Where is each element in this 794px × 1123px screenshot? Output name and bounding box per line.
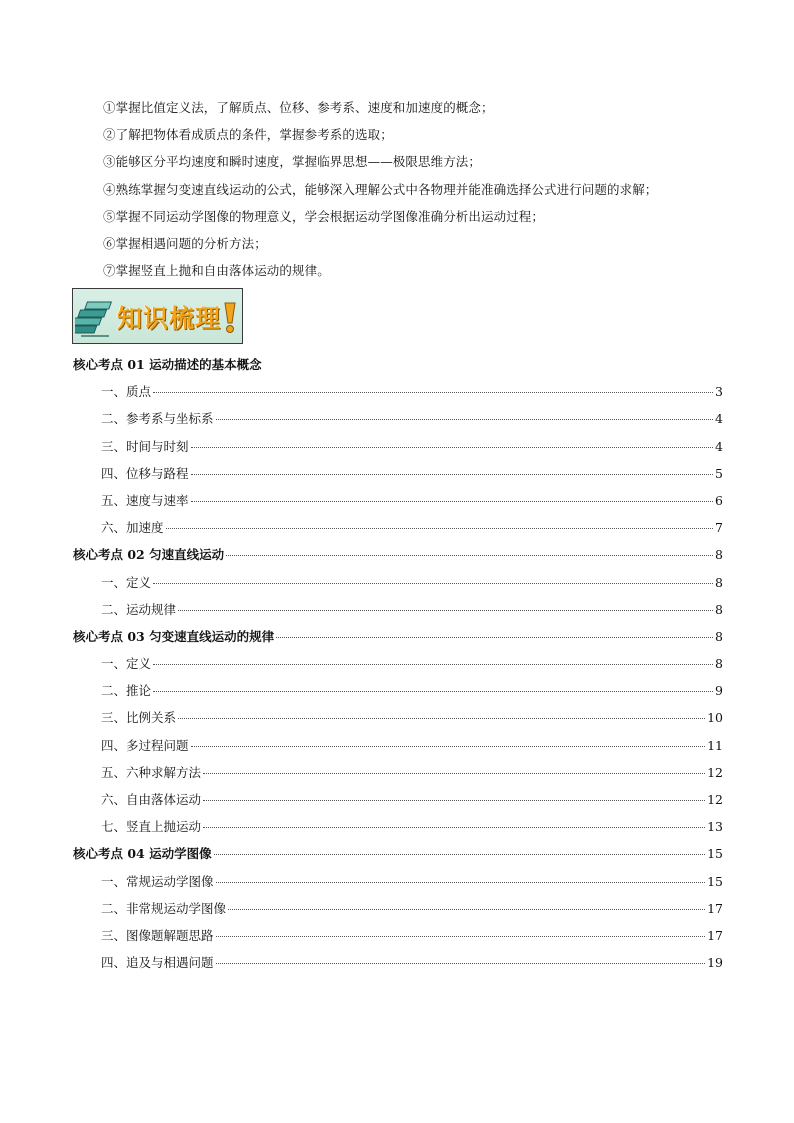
toc-title: 五、六种求解方法 bbox=[101, 764, 202, 780]
toc-entry[interactable] bbox=[73, 922, 723, 949]
exclamation-icon bbox=[221, 301, 239, 335]
toc-title: 三、时间与时刻 bbox=[101, 438, 189, 454]
toc-page-number: 4 bbox=[715, 438, 723, 454]
toc-title: 四、追及与相遇问题 bbox=[101, 955, 214, 971]
toc-section-01[interactable] bbox=[73, 351, 723, 378]
toc-page-number: 8 bbox=[715, 547, 723, 563]
toc-leader bbox=[153, 583, 713, 584]
toc-title: 二、非常规运动学图像 bbox=[101, 900, 227, 916]
toc-page-number: 19 bbox=[707, 955, 723, 971]
objective-item: ⑤掌握不同运动学图像的物理意义，学会根据运动学图像准确分析出运动过程； bbox=[103, 208, 545, 224]
toc-section-02[interactable] bbox=[73, 541, 723, 568]
toc-entry[interactable] bbox=[73, 460, 723, 487]
toc-page-number: 9 bbox=[715, 683, 723, 699]
toc-entry[interactable] bbox=[73, 433, 723, 460]
toc-entry[interactable] bbox=[73, 704, 723, 731]
toc-page-number: 17 bbox=[707, 927, 723, 943]
objective-item: ⑦掌握竖直上抛和自由落体运动的规律。 bbox=[103, 263, 330, 279]
toc-entry[interactable] bbox=[73, 759, 723, 786]
banner-title: 知识梳理 bbox=[117, 304, 222, 333]
toc-entry[interactable] bbox=[73, 405, 723, 432]
toc-leader bbox=[153, 691, 713, 692]
toc-entry[interactable] bbox=[73, 813, 723, 840]
toc-leader bbox=[276, 637, 713, 638]
toc-leader bbox=[203, 800, 705, 801]
toc-entry[interactable] bbox=[73, 895, 723, 922]
toc-leader bbox=[226, 555, 713, 556]
toc-leader bbox=[178, 610, 713, 611]
toc-leader bbox=[214, 854, 705, 855]
toc-leader bbox=[153, 392, 713, 393]
toc-entry[interactable] bbox=[73, 487, 723, 514]
toc-section-04[interactable] bbox=[73, 840, 723, 867]
toc-page-number: 8 bbox=[715, 601, 723, 617]
toc-leader bbox=[191, 746, 706, 747]
objective-item: ③能够区分平均速度和瞬时速度，掌握临界思想——极限思维方法； bbox=[103, 154, 482, 170]
toc-title: 三、比例关系 bbox=[101, 710, 177, 726]
toc-title: 三、图像题解题思路 bbox=[101, 927, 214, 943]
toc-entry[interactable] bbox=[73, 868, 723, 895]
toc-entry[interactable] bbox=[73, 786, 723, 813]
toc-leader bbox=[216, 963, 706, 964]
toc-page-number: 4 bbox=[715, 411, 723, 427]
toc-title: 五、速度与速率 bbox=[101, 492, 189, 508]
toc-entry[interactable] bbox=[73, 596, 723, 623]
toc-leader bbox=[166, 528, 714, 529]
toc-title: 二、推论 bbox=[101, 683, 152, 699]
toc-leader bbox=[178, 718, 705, 719]
toc-title: 核心考点 02 匀速直线运动 bbox=[73, 547, 225, 563]
toc-section-03[interactable] bbox=[73, 623, 723, 650]
toc-page-number: 6 bbox=[715, 492, 723, 508]
toc-leader bbox=[191, 474, 714, 475]
toc-page-number: 13 bbox=[707, 819, 723, 835]
toc-page-number: 8 bbox=[715, 656, 723, 672]
toc-entry[interactable] bbox=[73, 650, 723, 677]
toc-page-number: 3 bbox=[715, 384, 723, 400]
toc-title: 一、质点 bbox=[101, 384, 152, 400]
toc-leader bbox=[203, 773, 705, 774]
toc-page-number: 15 bbox=[707, 873, 723, 889]
toc-page-number: 11 bbox=[707, 737, 723, 753]
learning-objectives bbox=[103, 94, 743, 284]
toc-page-number: 12 bbox=[707, 764, 723, 780]
toc-leader bbox=[203, 827, 705, 828]
toc-leader bbox=[216, 882, 706, 883]
toc-page-number: 7 bbox=[715, 520, 723, 536]
objective-item: ①掌握比值定义法，了解质点、位移、参考系、速度和加速度的概念； bbox=[103, 100, 494, 115]
toc-entry[interactable] bbox=[73, 732, 723, 759]
toc-leader bbox=[216, 936, 706, 937]
toc-title: 七、竖直上抛运动 bbox=[101, 819, 202, 835]
toc-title: 一、常规运动学图像 bbox=[101, 873, 214, 889]
toc-title: 核心考点 03 匀变速直线运动的规律 bbox=[73, 628, 275, 644]
knowledge-summary-banner bbox=[72, 288, 243, 344]
toc-page-number: 8 bbox=[715, 628, 723, 644]
toc-page-number: 5 bbox=[715, 465, 723, 481]
toc-page-number: 8 bbox=[715, 574, 723, 590]
toc-entry[interactable] bbox=[73, 949, 723, 976]
toc-title: 一、定义 bbox=[101, 656, 152, 672]
table-of-contents bbox=[73, 351, 723, 976]
toc-leader bbox=[228, 909, 705, 910]
toc-leader bbox=[191, 501, 714, 502]
toc-entry[interactable] bbox=[73, 677, 723, 704]
toc-leader bbox=[191, 447, 714, 448]
toc-entry[interactable] bbox=[73, 569, 723, 596]
toc-entry[interactable] bbox=[73, 378, 723, 405]
toc-page-number: 17 bbox=[707, 900, 723, 916]
toc-page-number: 15 bbox=[707, 846, 723, 862]
objective-item: ④熟练掌握匀变速直线运动的公式，能够深入理解公式中各物理并能准确选择公式进行问题的求解； bbox=[103, 181, 658, 197]
toc-entry[interactable] bbox=[73, 514, 723, 541]
toc-title: 六、加速度 bbox=[101, 520, 164, 536]
toc-title: 一、定义 bbox=[101, 574, 152, 590]
toc-leader bbox=[153, 664, 713, 665]
book-stack-icon bbox=[75, 292, 119, 342]
toc-leader bbox=[216, 419, 714, 420]
toc-page-number: 12 bbox=[707, 792, 723, 807]
toc-title: 核心考点 04 运动学图像 bbox=[73, 846, 212, 862]
toc-page-number: 10 bbox=[707, 710, 723, 726]
toc-title: 核心考点 01 运动描述的基本概念 bbox=[73, 357, 262, 372]
toc-title: 二、运动规律 bbox=[101, 601, 177, 617]
toc-title: 六、自由落体运动 bbox=[101, 792, 202, 807]
objective-item: ⑥掌握相遇问题的分析方法； bbox=[103, 235, 267, 251]
toc-title: 四、位移与路程 bbox=[101, 465, 189, 481]
toc-title: 二、参考系与坐标系 bbox=[101, 411, 214, 427]
toc-title: 四、多过程问题 bbox=[101, 737, 189, 753]
objective-item: ②了解把物体看成质点的条件，掌握参考系的选取； bbox=[103, 127, 393, 143]
